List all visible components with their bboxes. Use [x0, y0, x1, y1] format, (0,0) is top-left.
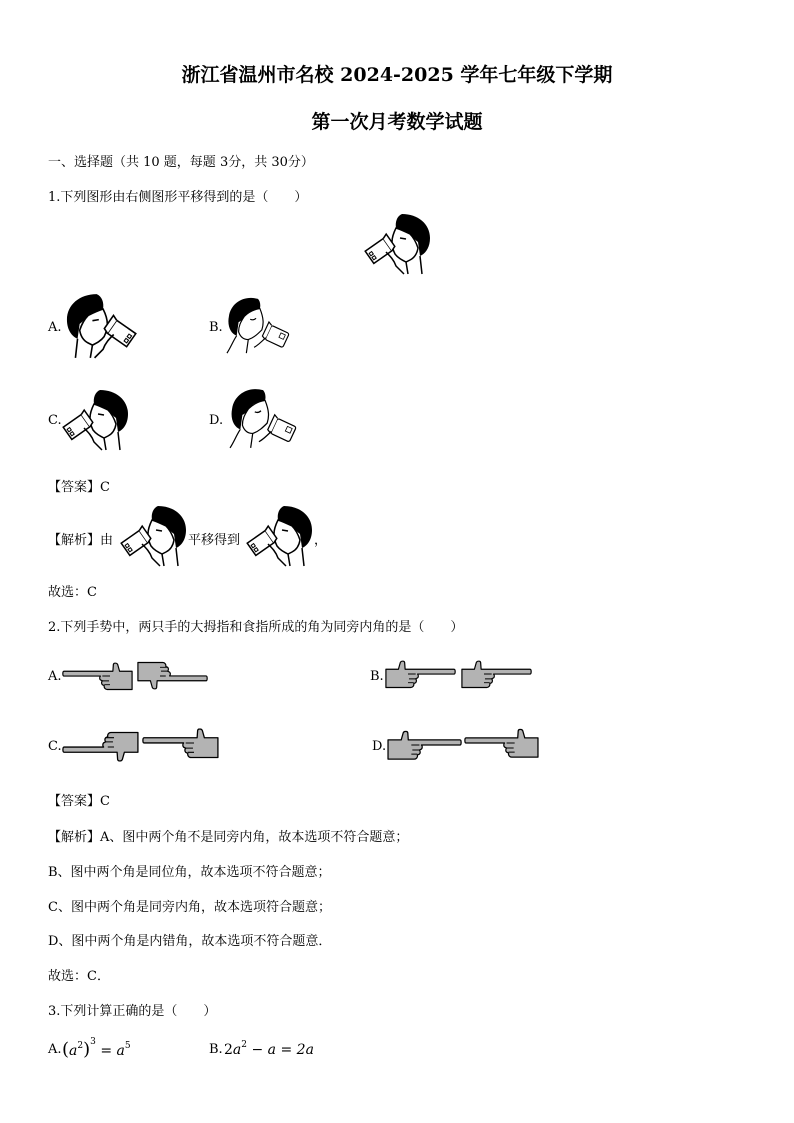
q2-conclusion: 故选：C．	[48, 969, 110, 984]
q1-answer: 【答案】C	[48, 480, 110, 495]
q2-option-d-left-hand	[386, 718, 462, 774]
q1-option-a-label: A.	[48, 320, 62, 335]
section-heading: 一、选择题（共 10 题，每题 3分，共 30分）	[48, 155, 314, 170]
q1-analysis-prefix: 【解析】由	[48, 533, 114, 548]
q1-analysis-suffix: ，	[314, 533, 328, 548]
q1-option-d-figure	[225, 386, 299, 452]
q2-option-d-right-hand	[464, 716, 540, 772]
q2-option-b-right-hand	[460, 650, 532, 700]
q1-option-b-figure	[222, 295, 292, 357]
q3-option-a-label: A.	[48, 1042, 62, 1057]
q2-answer: 【答案】C	[48, 794, 110, 809]
q1-option-a-figure	[62, 292, 142, 360]
q1-conclusion: 故选：C	[48, 585, 97, 600]
q1-option-c-label: C.	[48, 413, 62, 428]
q2-analysis-line-3: C、图中两个角是同旁内角，故本选项符合题意；	[48, 900, 331, 915]
q1-analysis-middle: 平移得到	[188, 533, 241, 548]
q2-option-a-left-hand	[62, 652, 134, 702]
q3-option-a-expression: $(a^2)^3 = a^5$	[62, 1037, 131, 1060]
q1-option-b-label: B.	[209, 320, 223, 335]
q2-option-b-label: B.	[370, 669, 384, 684]
q1-option-c-figure	[60, 388, 130, 452]
question-3-stem: 3.下列计算正确的是（ ）	[48, 1004, 217, 1019]
q3-option-b-label: B.	[209, 1042, 223, 1057]
q2-option-c-left-hand	[62, 718, 140, 774]
title-line-2: 第一次月考数学试题	[311, 111, 483, 133]
q2-option-c-label: C.	[48, 739, 62, 754]
q1-analysis-figure-translated	[244, 504, 314, 568]
q2-option-b-left-hand	[384, 650, 456, 700]
q1-reference-figure	[362, 212, 432, 276]
q2-option-c-right-hand	[142, 716, 220, 772]
q2-option-d-label: D.	[372, 739, 387, 754]
q2-option-a-label: A.	[48, 669, 62, 684]
q2-analysis-line-1: 【解析】A、图中两个角不是同旁内角，故本选项不符合题意；	[48, 830, 409, 845]
question-1-stem: 1.下列图形由右侧图形平移得到的是（ ）	[48, 190, 308, 205]
question-2-stem: 2.下列手势中，两只手的大拇指和食指所成的角为同旁内角的是（ ）	[48, 620, 464, 635]
q2-option-a-right-hand	[136, 650, 208, 700]
q2-analysis-line-2: B、图中两个角是同位角，故本选项不符合题意；	[48, 865, 331, 880]
q1-analysis-figure-original	[118, 504, 188, 568]
title-line-1: 浙江省温州市名校 2024-2025 学年七年级下学期	[181, 64, 613, 86]
q3-option-b-expression: $2a^2 - a = 2a$	[224, 1040, 314, 1058]
q2-analysis-line-4: D、图中两个角是内错角，故本选项不符合题意．	[48, 934, 332, 949]
q1-option-d-label: D.	[209, 413, 224, 428]
